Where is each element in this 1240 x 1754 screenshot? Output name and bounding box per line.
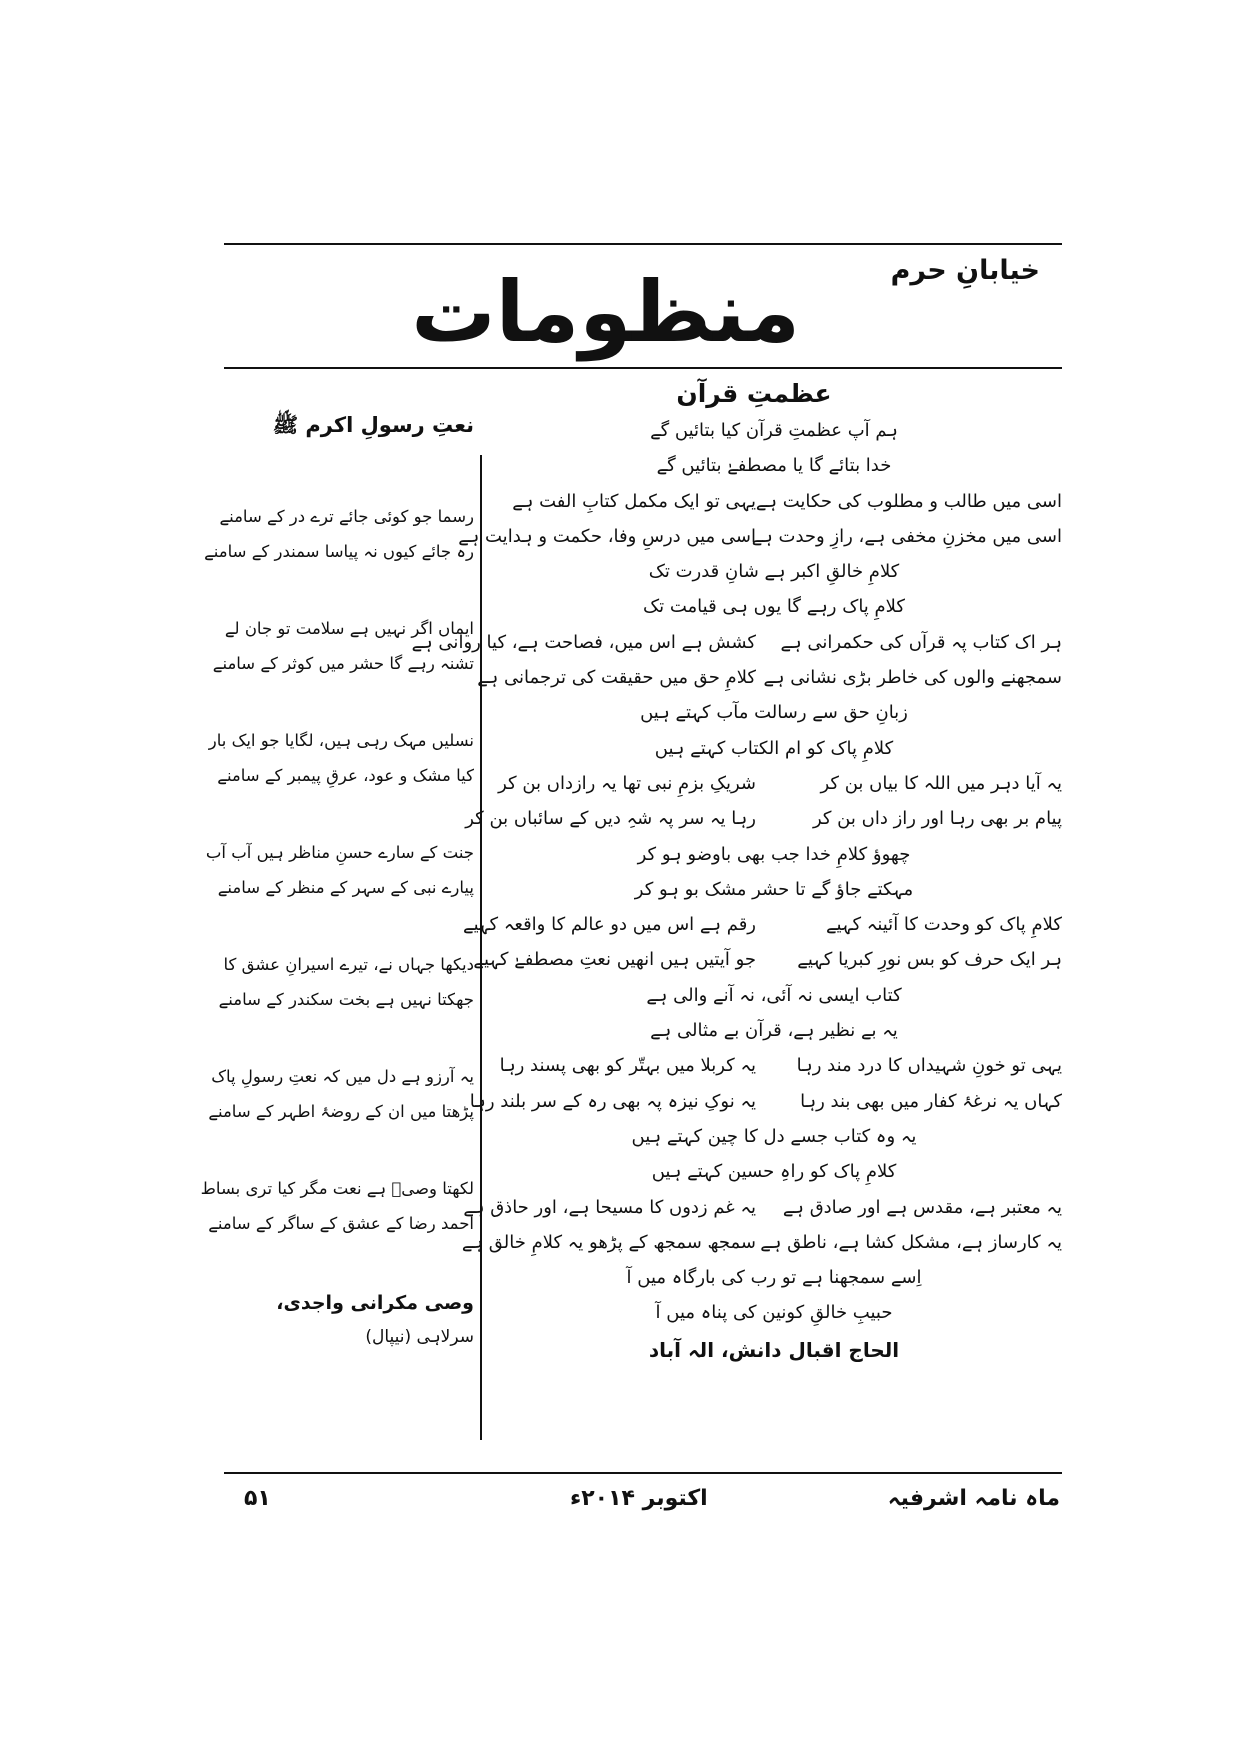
poem-line: ہم آپ عظمتِ قرآن کیا بتائیں گے xyxy=(650,420,898,441)
naat-line: رہ جائے کیوں نہ پیاسا سمندر کے سامنے xyxy=(204,542,474,561)
poem-line: خدا بتائے گا یا مصطفےٰ بتائیں گے xyxy=(656,455,892,477)
hemistich: جو آیتیں ہیں انھیں نعتِ مصطفےٰ کہیے xyxy=(473,949,756,971)
left-poem-author: وصی مکرانی واجدی، xyxy=(276,1292,474,1314)
poem-line: یہ بے نظیر ہے، قرآن بے مثالی ہے xyxy=(650,1020,898,1042)
hemistich: اسی میں طالب و مطلوب کی حکایت ہے xyxy=(755,490,1062,512)
hemistich: ہر اک کتاب پہ قرآں کی حکمرانی ہے xyxy=(780,631,1062,653)
poem-line: کلامِ پاک رہے گا یوں ہی قیامت تک xyxy=(643,596,905,618)
naat-line: جھکتا نہیں ہے بخت سکندر کے سامنے xyxy=(218,990,474,1009)
poem-couplet xyxy=(463,907,1062,942)
naat-stanza xyxy=(204,499,474,569)
poem-line: کلامِ خالقِ اکبر ہے شانِ قدرت تک xyxy=(648,561,900,583)
header-bottom-rule xyxy=(224,367,1062,369)
naat-line: جنت کے سارے حسنِ مناظر ہیں آب آب xyxy=(205,843,474,862)
naat-line: رسما جو کوئی جائے ترے در کے سامنے xyxy=(219,507,474,526)
hemistich: پیام بر بھی رہا اور راز داں بن کر xyxy=(812,808,1062,830)
poem-couplet xyxy=(463,1190,1062,1225)
hemistich: یہ آیا دہر میں اللہ کا بیاں بن کر xyxy=(820,772,1062,794)
naat-stanza xyxy=(208,723,474,793)
poem-line: کلامِ پاک کو راہِ حسین کہتے ہیں xyxy=(651,1161,897,1183)
naat-line: ایماں اگر نہیں ہے سلامت تو جان لے xyxy=(224,619,474,638)
left-poem-title: نعتِ رسولِ اکرم ﷺ xyxy=(272,413,474,437)
page-number: ۵۱ xyxy=(244,1486,271,1511)
top-rule xyxy=(224,243,1062,245)
hemistich: اسی میں درسِ وفا، حکمت و ہدایت ہے xyxy=(458,525,756,547)
poem-line: یہ وہ کتاب جسے دل کا چین کہتے ہیں xyxy=(631,1125,917,1147)
naat-line: پیارے نبی کے سہر کے منظر کے سامنے xyxy=(217,878,474,897)
poem-line: مہکتے جاؤ گے تا حشر مشک بو ہو کر xyxy=(634,878,914,900)
hemistich: ہر ایک حرف کو بس نورِ کبریا کہیے xyxy=(797,949,1062,971)
poem-couplet xyxy=(465,801,1062,836)
hemistich: رقم ہے اس میں دو عالم کا واقعہ کہیے xyxy=(463,914,756,936)
naat-line: احمد رضا کے عشق کے ساگر کے سامنے xyxy=(208,1214,474,1233)
poem-couplet xyxy=(458,519,1062,554)
poem-couplet xyxy=(486,766,1062,801)
poem-line: حبیبِ خالقِ کونین کی پناہ میں آ xyxy=(655,1302,893,1324)
naat-line: لکھتا وصیؔ ہے نعت مگر کیا تری بساط xyxy=(200,1179,474,1198)
hemistich: یہ کارساز ہے، مشکل کشا ہے، ناطق ہے xyxy=(760,1231,1062,1253)
naat-line: دیکھا جہاں نے، تیرے اسیرانِ عشق کا xyxy=(223,955,474,974)
poem-line: کلامِ پاک کو ام الکتاب کہتے ہیں xyxy=(654,737,894,759)
poem-couplet xyxy=(486,484,1062,519)
footer-date: اکتوبر ۲۰۱۴ء xyxy=(570,1486,708,1511)
hemistich: یہ غم زدوں کا مسیحا ہے، اور حاذق ہے xyxy=(463,1196,756,1218)
naat-line: نسلیں مہک رہی ہیں، لگایا جو ایک بار xyxy=(208,731,474,750)
poem-couplet xyxy=(469,1084,1062,1119)
hemistich: سمجھ سمجھ کے پڑھو یہ کلامِ خالق ہے xyxy=(461,1231,756,1253)
right-poem-author: الحاج اقبال دانش، الہ آباد xyxy=(648,1337,900,1362)
hemistich: کلامِ پاک کو وحدت کا آئینہ کہیے xyxy=(825,914,1062,936)
hemistich: یہ کربلا میں بہتّر کو بھی پسند رہا xyxy=(499,1055,756,1077)
naat-stanza xyxy=(200,1171,474,1241)
left-poem xyxy=(200,405,474,1353)
naat-stanza xyxy=(218,947,474,1017)
naat-line: تشنہ رہے گا حشر میں کوثر کے سامنے xyxy=(212,654,474,673)
naat-line: پڑھتا میں ان کے روضۂ اطہر کے سامنے xyxy=(208,1102,474,1121)
hemistich: یہ معتبر ہے، مقدس ہے اور صادق ہے xyxy=(782,1196,1062,1218)
footer-rule xyxy=(224,1472,1062,1474)
poem-couplet xyxy=(477,660,1062,695)
hemistich: یہی تو خونِ شہیداں کا درد مند رہا xyxy=(796,1055,1062,1077)
naat-line: یہ آرزو ہے دل میں کہ نعتِ رسولِ پاک xyxy=(211,1067,474,1086)
hemistich: سمجھنے والوں کی خاطر بڑی نشانی ہے xyxy=(763,667,1062,689)
footer-magazine-name: ماہ نامہ اشرفیہ xyxy=(887,1486,1060,1511)
left-poem-stanzas xyxy=(200,499,474,1241)
naat-stanza xyxy=(212,611,474,681)
hemistich: کہاں یہ نرغۂ کفار میں بھی بند رہا xyxy=(800,1090,1062,1112)
right-poem-lines xyxy=(411,413,1062,1331)
poem-couplet xyxy=(473,942,1062,977)
main-title: منظومات xyxy=(411,263,800,361)
naat-line: کیا مشک و عود، عرقِ پیمبر کے سامنے xyxy=(217,766,474,785)
hemistich: اسی میں مخزنِ مخفی ہے، رازِ وحدت ہے xyxy=(751,525,1062,547)
poem-line: چھوؤ کلامِ خدا جب بھی باوضو ہو کر xyxy=(637,843,911,865)
poem-couplet xyxy=(486,1048,1062,1083)
poem-couplet xyxy=(461,1225,1062,1260)
poem-line: اِسے سمجھنا ہے تو رب کی بارگاہ میں آ xyxy=(626,1267,922,1289)
hemistich: شریکِ بزمِ نبی تھا یہ رازداں بن کر xyxy=(498,772,756,794)
hemistich: یہ نوکِ نیزہ پہ بھی رہ کے سر بلند رہا xyxy=(469,1090,756,1112)
hemistich: کشش ہے اس میں، فصاحت ہے، کیا روانی ہے xyxy=(411,631,756,653)
poem-line: زبانِ حق سے رسالت مآب کہتے ہیں xyxy=(640,702,908,724)
section-title: خیابانِ حرم xyxy=(890,255,1040,286)
poem-couplet xyxy=(411,625,1062,660)
left-poem-location: سرلاہی (نیپال) xyxy=(365,1327,474,1347)
right-poem-title: عظمتِ قرآن xyxy=(676,379,832,408)
hemistich: رہا یہ سر پہ شہِ دیں کے سائباں بن کر xyxy=(465,808,756,830)
hemistich: یہی تو ایک مکمل کتابِ الفت ہے xyxy=(512,490,756,512)
naat-stanza xyxy=(205,835,474,905)
naat-stanza xyxy=(208,1059,474,1129)
hemistich: کلامِ حق میں حقیقت کی ترجمانی ہے xyxy=(477,667,756,689)
poem-line: کتاب ایسی نہ آئی، نہ آنے والی ہے xyxy=(646,984,902,1006)
